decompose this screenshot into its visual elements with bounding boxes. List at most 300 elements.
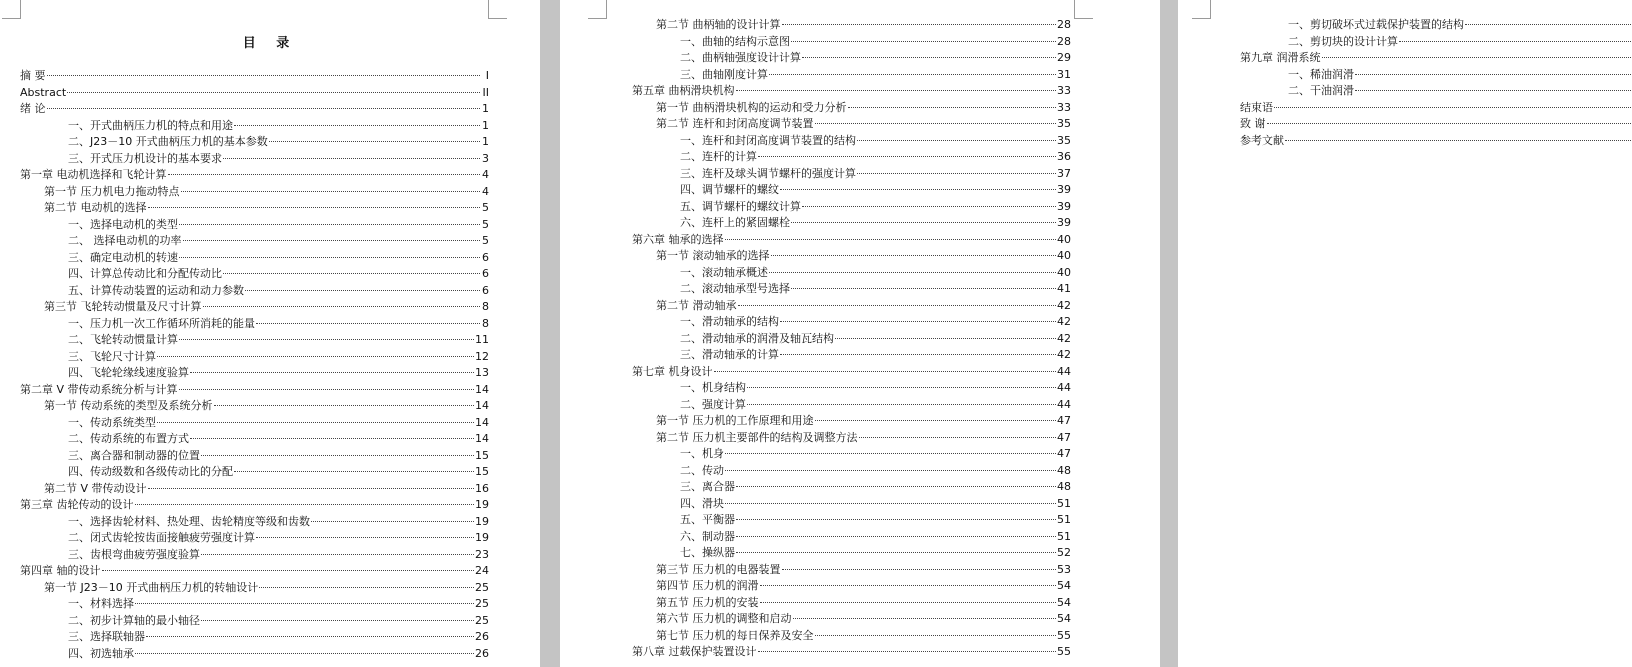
toc-entry-label: 第九章 润滑系统 [1240,51,1321,64]
toc-entry[interactable] [632,331,1071,348]
toc-entry[interactable] [632,116,1071,133]
toc-entry-page-number: 26 [475,630,489,643]
dot-leader [835,338,1056,339]
dot-leader [791,222,1056,223]
toc-entry[interactable] [20,415,489,432]
dot-leader [256,323,480,324]
toc-entry-label: 三、选择联轴器 [68,630,145,643]
toc-entry-page-number: 40 [1057,232,1071,246]
toc-entry-label: 四、飞轮轮缘线速度验算 [68,366,189,379]
toc-entry-label: 六、制动器 [680,529,735,543]
document-page-1 [0,0,540,667]
toc-entry[interactable] [632,529,1071,546]
toc-list [1240,17,1632,149]
toc-entry[interactable] [632,578,1071,595]
page-corner-mark [488,0,507,19]
toc-entry-page-number: 55 [1057,645,1071,658]
toc-entry-label: 七、操纵器 [680,546,735,559]
dot-leader [780,354,1056,355]
toc-entry-label: 三、确定电动机的转速 [68,250,178,264]
toc-entry-label: 二、剪切块的设计计算 [1288,34,1398,48]
toc-entry-label: 一、曲轴的结构示意图 [680,34,790,48]
toc-entry-label: 一、滚动轴承概述 [680,265,768,279]
dot-leader [815,635,1057,636]
toc-entry[interactable] [1240,34,1632,51]
toc-entry-label: 第一节 压力机电力拖动特点 [44,184,180,198]
toc-entry[interactable] [632,83,1071,100]
document-page-2 [560,0,1160,667]
toc-entry-label: 摘 要 [20,69,46,82]
toc-entry[interactable] [632,413,1071,430]
toc-entry[interactable] [632,545,1071,562]
toc-entry-page-number: 12 [475,349,489,363]
toc-entry[interactable] [20,85,489,102]
dot-leader [183,240,481,241]
toc-entry-page-number: 16 [475,481,489,495]
toc-entry-page-number: 33 [1057,100,1071,114]
toc-entry-page-number: 26 [475,646,489,660]
toc-entry[interactable] [632,512,1071,529]
toc-entry[interactable] [1240,17,1632,34]
toc-entry-page-number: 15 [475,465,489,478]
dot-leader [725,453,1056,454]
toc-entry-label: 第一节 传动系统的类型及系统分析 [44,399,213,412]
dot-leader [201,455,474,456]
toc-entry[interactable] [20,184,489,201]
toc-entry-label: 四、传动级数和各级传动比的分配 [68,465,233,478]
toc-entry-page-number: 23 [475,547,489,561]
dot-leader [190,438,474,439]
dot-leader [179,224,480,225]
toc-entry-label: 三、离合器 [680,480,735,493]
toc-entry[interactable] [632,298,1071,315]
dot-leader [802,57,1056,58]
dot-leader [146,636,474,637]
toc-entry[interactable] [632,364,1071,381]
dot-leader [793,618,1057,619]
toc-entry-label: 一、机身 [680,447,724,460]
toc-entry-page-number: 24 [475,564,489,577]
toc-entry[interactable] [632,281,1071,298]
dot-leader [1267,123,1632,124]
toc-entry-page-number: 25 [475,580,489,594]
toc-entry[interactable] [20,613,489,630]
toc-entry-label: 三、连杆及球头调节螺杆的强度计算 [680,166,856,180]
toc-entry-label: 第三章 齿轮传动的设计 [20,498,134,511]
toc-entry[interactable] [632,644,1071,661]
toc-entry[interactable] [632,149,1071,166]
toc-entry[interactable] [20,365,489,382]
toc-entry[interactable] [632,430,1071,447]
dot-leader [259,587,474,588]
toc-entry-label: 第二章 V 带传动系统分析与计算 [20,382,178,396]
toc-entry-page-number: 42 [1057,315,1071,328]
page-corner-mark [1192,0,1211,19]
dot-leader [234,471,474,472]
toc-entry[interactable] [20,250,489,267]
toc-entry-label: 四、计算总传动比和分配传动比 [68,267,222,280]
page-corner-mark [2,0,21,19]
toc-entry-page-number: 8 [482,300,489,313]
toc-entry-label: 三、离合器和制动器的位置 [68,448,200,462]
dot-leader [769,272,1056,273]
toc-entry-page-number: 8 [482,316,489,330]
toc-entry[interactable] [20,398,489,415]
toc-entry-page-number: 25 [475,613,489,627]
dot-leader [747,404,1056,405]
toc-entry-page-number: 41 [1057,282,1071,295]
toc-entry[interactable] [632,199,1071,216]
dot-leader [736,536,1056,537]
toc-entry[interactable] [632,628,1071,645]
toc-entry-page-number: 28 [1057,34,1071,48]
dot-leader [758,156,1056,157]
toc-entry-label: 二、 选择电动机的功率 [68,234,182,247]
toc-entry-label: 第五节 压力机的安装 [656,595,759,609]
dot-leader [769,74,1056,75]
dot-leader [311,521,474,522]
dot-leader [760,585,1057,586]
toc-entry-label: 三、滑动轴承的计算 [680,348,779,361]
toc-entry-label: 四、滑块 [680,496,724,510]
toc-entry[interactable] [632,100,1071,117]
toc-entry-label: 第二节 曲柄轴的设计计算 [656,18,781,31]
toc-entry-page-number: 52 [1057,546,1071,559]
toc-entry-page-number: 4 [482,168,489,181]
toc-entry-label: 第二节 连杆和封闭高度调节装置 [656,117,814,130]
dot-leader [269,141,480,142]
toc-entry-page-number: 5 [482,234,489,247]
dot-leader [168,174,481,175]
toc-entry[interactable] [632,446,1071,463]
dot-leader [1399,41,1631,42]
toc-entry[interactable] [632,17,1071,34]
toc-entry-page-number: 54 [1057,579,1071,592]
toc-entry-page-number: II [482,85,489,99]
dot-leader [203,306,481,307]
toc-entry-label: 四、初选轴承 [68,646,134,660]
toc-entry-page-number: 47 [1057,447,1071,460]
toc-entry-page-number: 6 [482,267,489,280]
toc-entry[interactable] [20,167,489,184]
toc-entry-label: 五、调节螺杆的螺纹计算 [680,199,801,213]
toc-entry[interactable] [632,166,1071,183]
dot-leader [736,519,1056,520]
dot-leader [67,92,480,93]
toc-entry-label: 第二节 压力机主要部件的结构及调整方法 [656,430,858,444]
toc-entry[interactable] [632,34,1071,51]
toc-entry[interactable] [632,182,1071,199]
dot-leader [179,257,480,258]
dot-leader [157,356,474,357]
toc-entry[interactable] [632,248,1071,265]
toc-entry[interactable] [20,151,489,168]
dot-leader [815,123,1057,124]
toc-entry-page-number: 39 [1057,199,1071,213]
dot-leader [1465,24,1631,25]
dot-leader [223,273,480,274]
toc-entry[interactable] [20,431,489,448]
toc-entry[interactable] [20,497,489,514]
toc-entry[interactable] [20,283,489,300]
toc-entry[interactable] [632,314,1071,331]
toc-entry-page-number: 5 [482,217,489,231]
toc-entry[interactable] [632,265,1071,282]
toc-entry[interactable] [632,347,1071,364]
toc-entry[interactable] [1240,133,1632,150]
toc-entry[interactable] [20,563,489,580]
dot-leader [782,24,1057,25]
toc-entry-page-number: 19 [475,531,489,544]
toc-entry-label: 一、开式曲柄压力机的特点和用途 [68,118,233,132]
toc-entry[interactable] [632,562,1071,579]
dot-leader [791,41,1056,42]
toc-entry-label: 一、稀油润滑 [1288,67,1354,81]
toc-entry-page-number: 6 [482,283,489,297]
toc-entry-page-number: 55 [1057,628,1071,642]
toc-list [632,17,1071,661]
dot-leader [760,602,1057,603]
toc-entry-label: 第四章 轴的设计 [20,564,101,577]
toc-entry[interactable] [1240,116,1632,133]
toc-entry-label: 绪 论 [20,102,46,115]
toc-entry-page-number: 14 [475,415,489,429]
toc-entry-label: 三、开式压力机设计的基本要求 [68,151,222,165]
dot-leader [848,107,1057,108]
toc-entry-page-number: 3 [482,151,489,165]
toc-entry-label: 一、连杆和封闭高度调节装置的结构 [680,133,856,147]
toc-entry[interactable] [20,580,489,597]
dot-leader [102,570,475,571]
toc-entry[interactable] [20,118,489,135]
toc-entry-page-number: 40 [1057,249,1071,262]
toc-entry-label: 第一节 滚动轴承的选择 [656,249,770,262]
toc-entry-page-number: 19 [475,498,489,511]
toc-entry-page-number: 29 [1057,51,1071,64]
toc-entry[interactable] [632,50,1071,67]
dot-leader [190,372,474,373]
toc-entry-label: 第一节 压力机的工作原理和用途 [656,414,814,427]
toc-entry-page-number: 53 [1057,562,1071,576]
toc-entry-page-number: 47 [1057,414,1071,427]
toc-entry[interactable] [20,349,489,366]
toc-entry-label: 第二节 滑动轴承 [656,298,737,312]
toc-entry[interactable] [632,215,1071,232]
toc-entry-label: 第三节 压力机的电器装置 [656,562,781,576]
toc-entry-page-number: 42 [1057,331,1071,345]
toc-entry[interactable] [20,514,489,531]
toc-entry-label: 二、连杆的计算 [680,150,757,163]
toc-entry-page-number: 51 [1057,496,1071,510]
toc-entry-label: 一、传动系统类型 [68,415,156,429]
toc-entry[interactable] [20,101,489,118]
dot-leader [245,290,480,291]
dot-leader [214,405,475,406]
toc-entry[interactable] [1240,67,1632,84]
dot-leader [1322,57,1632,58]
toc-entry-page-number: 44 [1057,381,1071,394]
dot-leader [857,140,1056,141]
toc-entry[interactable] [20,316,489,333]
dot-leader [780,321,1056,322]
toc-entry-page-number: 37 [1057,166,1071,180]
dot-leader [135,603,474,604]
toc-entry[interactable] [1240,83,1632,100]
toc-entry-page-number: I [485,69,489,82]
toc-entry-page-number: 39 [1057,216,1071,229]
toc-entry[interactable] [20,382,489,399]
toc-entry[interactable] [20,646,489,663]
dot-leader [201,554,474,555]
toc-entry[interactable] [632,67,1071,84]
toc-entry[interactable] [20,134,489,151]
toc-entry[interactable] [632,380,1071,397]
toc-entry-label: 三、曲轴刚度计算 [680,67,768,81]
toc-entry[interactable] [20,233,489,250]
dot-leader [747,387,1056,388]
dot-leader [47,75,481,76]
toc-entry[interactable] [632,611,1071,628]
dot-leader [714,371,1057,372]
dot-leader [736,90,1057,91]
dot-leader [815,420,1057,421]
toc-entry-page-number: 1 [482,135,489,148]
dot-leader [256,537,474,538]
toc-entry-label: 一、材料选择 [68,597,134,610]
toc-entry-page-number: 47 [1057,430,1071,444]
toc-entry-page-number: 4 [482,184,489,198]
toc-entry[interactable] [632,463,1071,480]
toc-entry[interactable] [632,479,1071,496]
toc-entry-label: 第五章 曲柄滑块机构 [632,84,735,97]
toc-entry-page-number: 35 [1057,133,1071,147]
toc-entry-page-number: 19 [475,514,489,528]
toc-entry-label: 第六章 轴承的选择 [632,232,724,246]
dot-leader [179,389,474,390]
toc-entry-label: 一、压力机一次工作循环所消耗的能量 [68,316,255,330]
toc-entry-page-number: 42 [1057,298,1071,312]
toc-entry-page-number: 1 [482,118,489,132]
toc-entry-label: 结束语 [1240,100,1273,114]
toc-entry[interactable] [632,232,1071,249]
toc-entry[interactable] [20,547,489,564]
dot-leader [725,470,1056,471]
dot-leader [736,552,1056,553]
dot-leader [179,339,474,340]
dot-leader [223,158,480,159]
toc-entry[interactable] [20,200,489,217]
toc-entry-label: 二、强度计算 [680,397,746,411]
dot-leader [738,305,1057,306]
toc-entry-label: 二、闭式齿轮按齿面接触疲劳强度计算 [68,531,255,544]
toc-entry-label: 五、计算传动装置的运动和动力参数 [68,283,244,297]
toc-entry-label: 二、干油润滑 [1288,84,1354,97]
toc-entry-page-number: 11 [475,333,489,346]
toc-entry[interactable] [1240,50,1632,67]
toc-entry[interactable] [20,332,489,349]
toc-entry[interactable] [632,133,1071,150]
toc-entry-page-number: 31 [1057,67,1071,81]
toc-entry-label: 三、齿根弯曲疲劳强度验算 [68,547,200,561]
dot-leader [181,191,481,192]
toc-entry-page-number: 33 [1057,84,1071,97]
toc-entry-label: 第一节 J23－10 开式曲柄压力机的转轴设计 [44,580,259,594]
document-page-3 [1178,0,1632,667]
dot-leader [857,173,1056,174]
toc-entry-page-number: 48 [1057,463,1071,477]
toc-entry[interactable] [632,595,1071,612]
toc-list [20,68,489,662]
toc-entry-page-number: 42 [1057,348,1071,361]
toc-entry[interactable] [20,68,489,85]
toc-entry-label: 第七章 机身设计 [632,364,713,378]
toc-entry-page-number: 28 [1057,18,1071,31]
toc-entry[interactable] [20,266,489,283]
toc-entry-page-number: 44 [1057,364,1071,378]
toc-entry[interactable] [20,596,489,613]
toc-entry[interactable] [20,299,489,316]
toc-entry-label: 六、连杆上的紧固螺栓 [680,216,790,229]
toc-entry-label: 一、剪切破坏式过载保护装置的结构 [1288,18,1464,31]
toc-title: 目 录 [242,36,298,51]
toc-entry-page-number: 35 [1057,117,1071,130]
toc-entry-label: 一、滑动轴承的结构 [680,315,779,328]
toc-entry-page-number: 39 [1057,183,1071,196]
toc-entry-label: Abstract [20,85,67,99]
dot-leader [1274,107,1631,108]
toc-entry[interactable] [1240,100,1632,117]
dot-leader [47,108,481,109]
page-corner-mark [1074,0,1093,19]
dot-leader [234,125,480,126]
toc-entry[interactable] [20,448,489,465]
dot-leader [201,620,474,621]
dot-leader [1355,74,1631,75]
dot-leader [135,504,475,505]
toc-entry-page-number: 54 [1057,612,1071,625]
toc-entry-page-number: 48 [1057,480,1071,493]
toc-entry-label: 第六节 压力机的调整和启动 [656,612,792,625]
toc-entry-page-number: 44 [1057,397,1071,411]
toc-entry-label: 二、滚动轴承型号选择 [680,282,790,295]
dot-leader [771,255,1057,256]
toc-entry[interactable] [20,217,489,234]
toc-entry[interactable] [20,530,489,547]
toc-entry[interactable] [20,481,489,498]
toc-entry[interactable] [20,629,489,646]
toc-entry-label: 第一节 曲柄滑块机构的运动和受力分析 [656,100,847,114]
toc-entry-label: 一、选择齿轮材料、热处理、齿轮精度等级和齿数 [68,514,310,528]
dot-leader [1285,140,1631,141]
dot-leader [736,486,1056,487]
toc-entry[interactable] [20,464,489,481]
toc-entry-page-number: 13 [475,366,489,379]
toc-entry-label: 第二节 V 带传动设计 [44,481,147,495]
toc-entry-label: 四、调节螺杆的螺纹 [680,183,779,196]
toc-entry[interactable] [632,496,1071,513]
toc-entry-label: 一、选择电动机的类型 [68,217,178,231]
toc-entry-label: 参考文献 [1240,133,1284,147]
toc-entry-page-number: 40 [1057,265,1071,279]
toc-entry-page-number: 1 [482,102,489,115]
dot-leader [859,437,1057,438]
toc-entry-label: 第一章 电动机选择和飞轮计算 [20,168,167,181]
toc-entry-label: 致 谢 [1240,117,1266,130]
dot-leader [725,239,1057,240]
toc-entry-label: 第八章 过载保护装置设计 [632,645,757,658]
dot-leader [782,569,1057,570]
toc-entry[interactable] [632,397,1071,414]
